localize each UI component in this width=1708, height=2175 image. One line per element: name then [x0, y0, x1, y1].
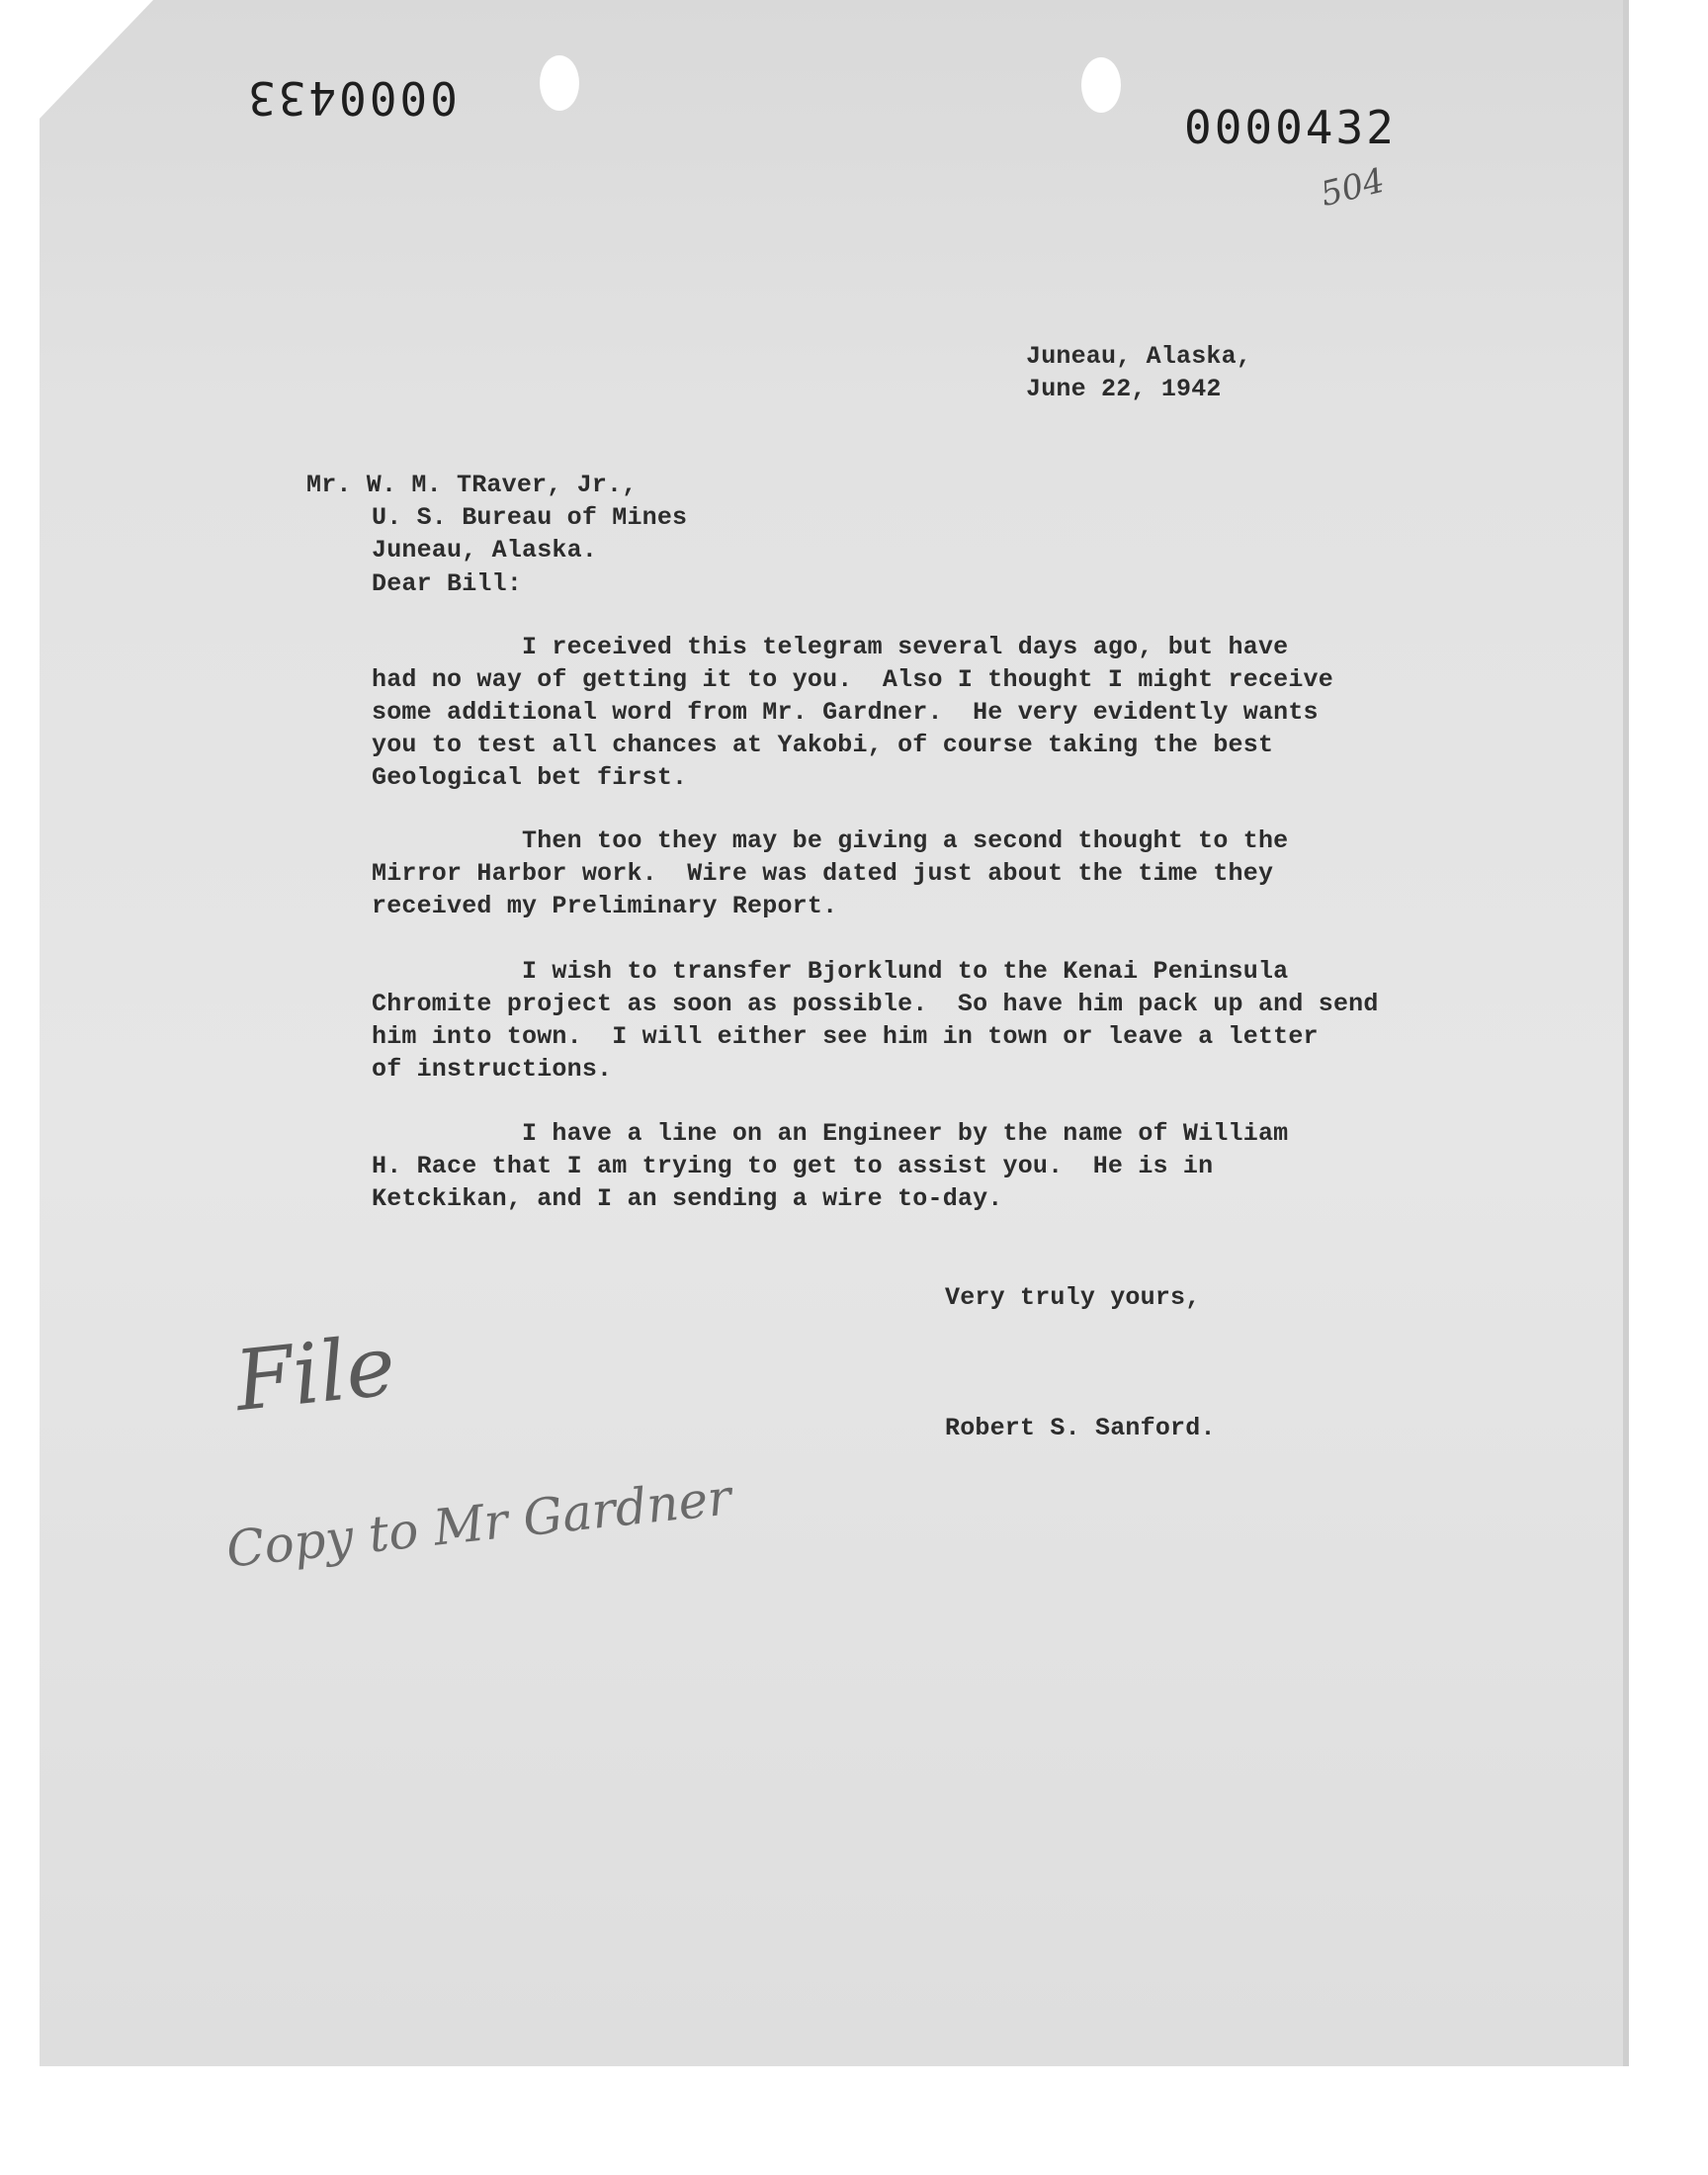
closing: Very truly yours, [945, 1283, 1201, 1312]
body-line: Geological bet first. [372, 763, 688, 792]
body-line: him into town. I will either see him in town or leave a letter [372, 1022, 1319, 1051]
sheet-edge [1623, 0, 1629, 2066]
punch-hole-right [1081, 57, 1121, 113]
salutation: Dear Bill: [372, 569, 523, 598]
body-line: received my Preliminary Report. [372, 892, 838, 920]
body-line: I wish to transfer Bjorklund to the Kenai Peninsula [372, 957, 1289, 986]
body-line: had no way of getting it to you. Also I thought I might receive [372, 665, 1333, 694]
letter-place: Juneau, Alaska, [1026, 342, 1252, 371]
addressee-name: Mr. W. M. TRaver, Jr., [306, 471, 638, 499]
body-line: I received this telegram several days ago, but have [372, 633, 1289, 661]
inverted-document-number-stamp: 0000433 [245, 71, 458, 125]
addressee-city: Juneau, Alaska. [372, 536, 598, 565]
body-line: I have a line on an Engineer by the name of William [372, 1119, 1289, 1148]
body-line: Chromite project as soon as possible. So have him pack up and send [372, 990, 1379, 1018]
handwritten-copy-note: Copy to Mr Gardner [223, 1468, 734, 1579]
body-line: Mirror Harbor work. Wire was dated just about the time they [372, 859, 1274, 888]
body-paragraph-3 [372, 955, 1498, 1086]
body-line: some additional word from Mr. Gardner. He very evidently wants [372, 698, 1319, 727]
letter-date: June 22, 1942 [1026, 375, 1222, 403]
body-line: you to test all chances at Yakobi, of course taking the best [372, 731, 1274, 759]
body-paragraph-1 [372, 631, 1498, 794]
body-line: Ketckikan, and I an sending a wire to-day. [372, 1184, 1003, 1213]
addressee-organization: U. S. Bureau of Mines [372, 503, 688, 532]
document-number-stamp: 0000432 [1184, 101, 1397, 154]
body-paragraph-2 [372, 825, 1498, 922]
punch-hole-left [540, 55, 579, 111]
handwritten-page-number: 504 [1317, 160, 1389, 216]
body-line: of instructions. [372, 1055, 613, 1084]
signature-name: Robert S. Sanford. [945, 1414, 1216, 1442]
body-paragraph-4 [372, 1117, 1498, 1215]
body-line: Then too they may be giving a second thought to the [372, 826, 1289, 855]
handwritten-file-note: File [230, 1316, 400, 1431]
body-line: H. Race that I am trying to get to assist you. He is in [372, 1152, 1214, 1180]
